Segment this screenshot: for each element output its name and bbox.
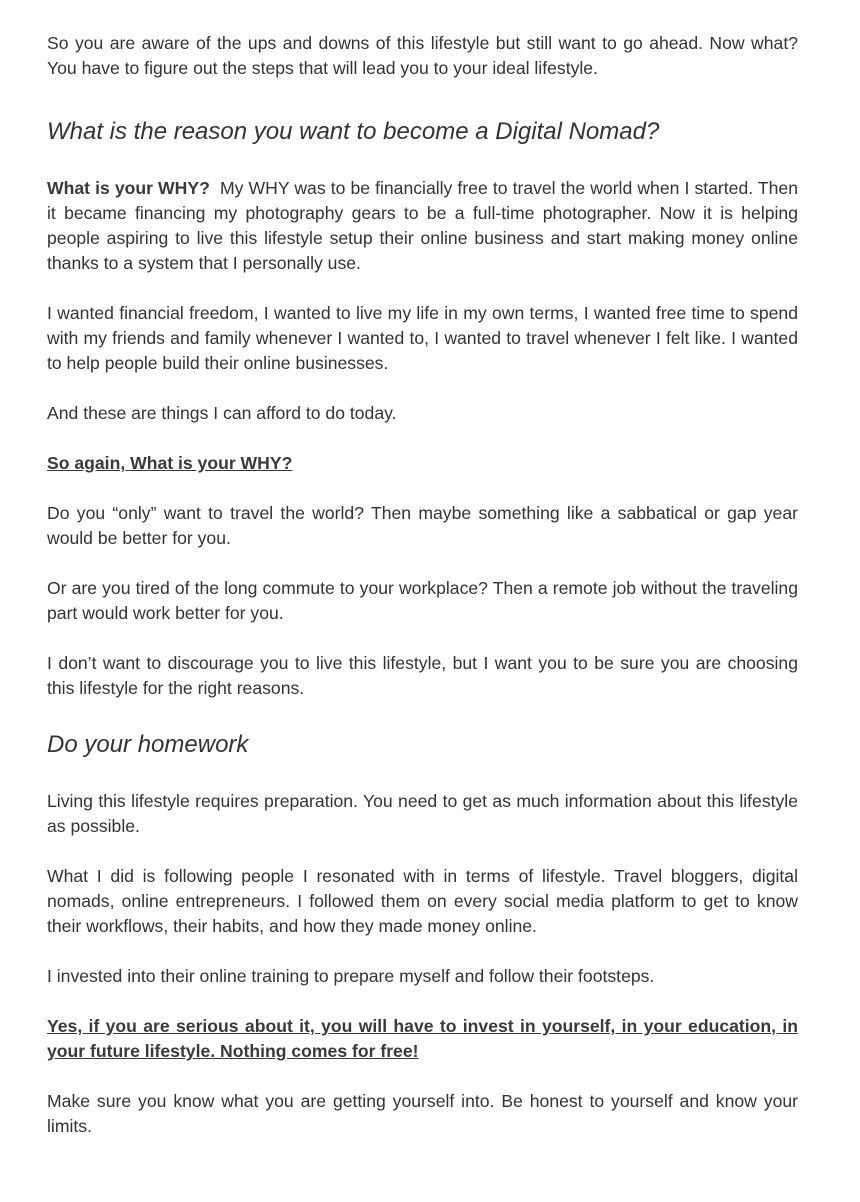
- travel-paragraph: Do you “only” want to travel the world? Then maybe something like a sabbatical or gap year would be better for you.: [47, 503, 798, 548]
- preparation-paragraph: Living this lifestyle requires preparation. You need to get as much information about this lifestyle as possible.: [47, 791, 798, 836]
- why-again-callout: So again, What is your WHY?: [47, 453, 293, 473]
- invest-yourself-callout: Yes, if you are serious about it, you will have to invest in yourself, in your education, in your future lifestyle. Nothing comes for free!: [47, 1016, 798, 1061]
- section-heading-homework: Do your homework: [47, 731, 249, 758]
- why-paragraph: [47, 176, 803, 276]
- intro-paragraph: So you are aware of the ups and downs of this lifestyle but still want to go ahead. Now what? You have to figure out the steps that will lead you to your ideal lifestyle.: [47, 33, 798, 78]
- freedom-paragraph: I wanted financial freedom, I wanted to live my life in my own terms, I wanted free time to spend with my friends and family whenever I wanted to, I wanted to travel whenever I felt like. I wanted to help people build their online businesses.: [47, 303, 798, 373]
- following-paragraph: What I did is following people I resonated with in terms of lifestyle. Travel bloggers, digital nomads, online entrepreneurs. I followed them on every social media platform to get to know their workflows, their habits, and how they made money online.: [47, 866, 798, 936]
- discourage-paragraph: I don’t want to discourage you to live this lifestyle, but I want you to be sure you are choosing this lifestyle for the right reasons.: [47, 653, 798, 698]
- invested-paragraph: I invested into their online training to prepare myself and follow their footsteps.: [47, 966, 655, 986]
- afford-paragraph: And these are things I can afford to do today.: [47, 403, 397, 423]
- section-heading-reason: What is the reason you want to become a Digital Nomad?: [47, 118, 660, 145]
- limits-paragraph: Make sure you know what you are getting yourself into. Be honest to yourself and know your limits.: [47, 1091, 798, 1136]
- commute-paragraph: Or are you tired of the long commute to your workplace? Then a remote job without the traveling part would work better for you.: [47, 578, 798, 623]
- why-bold-lead: What is your WHY?: [47, 178, 210, 198]
- why-paragraph-text: My WHY was to be financially free to travel the world when I started. Then it became financing my photography gears to be a full-time photographer. Now it is helping people aspiring to live this lifestyle setup their online business and start making money online thanks to a system that I personally use.: [47, 178, 803, 273]
